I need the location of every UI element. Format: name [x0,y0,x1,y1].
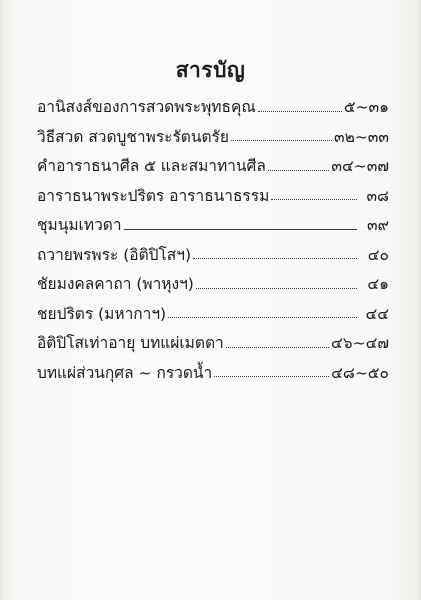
toc-entry-page: ๓๔~๓๗ [331,157,389,175]
dot-leader [193,257,357,259]
toc-entry [37,352,389,382]
toc-entry [37,293,389,323]
toc-entry-title: ชุมนุมเทวดา [37,216,122,234]
toc-entry-page: ๓๒~๓๓ [334,127,389,146]
toc-entry-title: ชยปริตร (มหากาฯ) [37,304,167,323]
line-leader [124,228,357,230]
toc-entry-page: ๔๖~๔๗ [331,334,389,352]
toc-entry-title: คำอาราธนาศีล ๕ และสมาทานศีล [37,157,266,175]
toc-entry [37,234,389,264]
dot-leader [168,316,357,318]
toc-entry-title: อิติปิโสเท่าอายุ บทแผ่เมตตา [37,334,224,352]
toc-entry-page: ๕~๓๑ [343,98,389,116]
toc-entry-title: วิธีสวด สวดบูชาพระรัตนตรัย [37,127,229,146]
toc-entry-page: ๔๐ [367,245,389,264]
toc-entry [37,322,389,352]
table-of-contents [37,86,389,381]
toc-entry [37,175,389,205]
toc-entry [37,263,389,293]
toc-entry-page: ๔๑ [367,275,389,293]
toc-entry-title: อานิสงส์ของการสวดพระพุทธคุณ [37,98,256,116]
toc-entry-title: อาราธนาพระปริตร อาราธนาธรรม [37,186,270,205]
toc-entry-page: ๔๘~๕๐ [331,363,389,382]
dot-leader [196,287,357,289]
toc-entry-title: บทแผ่ส่วนกุศล ~ กรวดน้ำ [37,363,213,382]
toc-entry-page: ๓๙ [367,216,389,234]
toc-entry [37,204,389,234]
toc-entry [37,145,389,175]
toc-entry-title: ถวายพรพระ (อิติปิโสฯ) [37,245,192,264]
toc-entry-title: ชัยมงคลคาถา (พาหุงฯ) [37,275,194,293]
dot-leader [271,198,357,200]
dot-leader [231,139,332,141]
dot-leader [258,110,342,112]
toc-entry-page: ๓๘ [366,186,389,205]
toc-entry [37,86,389,116]
toc-entry [37,116,389,146]
toc-entry-page: ๔๔ [365,304,389,323]
page-title: สารบัญ [175,58,246,82]
dot-leader [226,346,329,348]
dot-leader [268,169,330,171]
dot-leader [214,375,329,377]
